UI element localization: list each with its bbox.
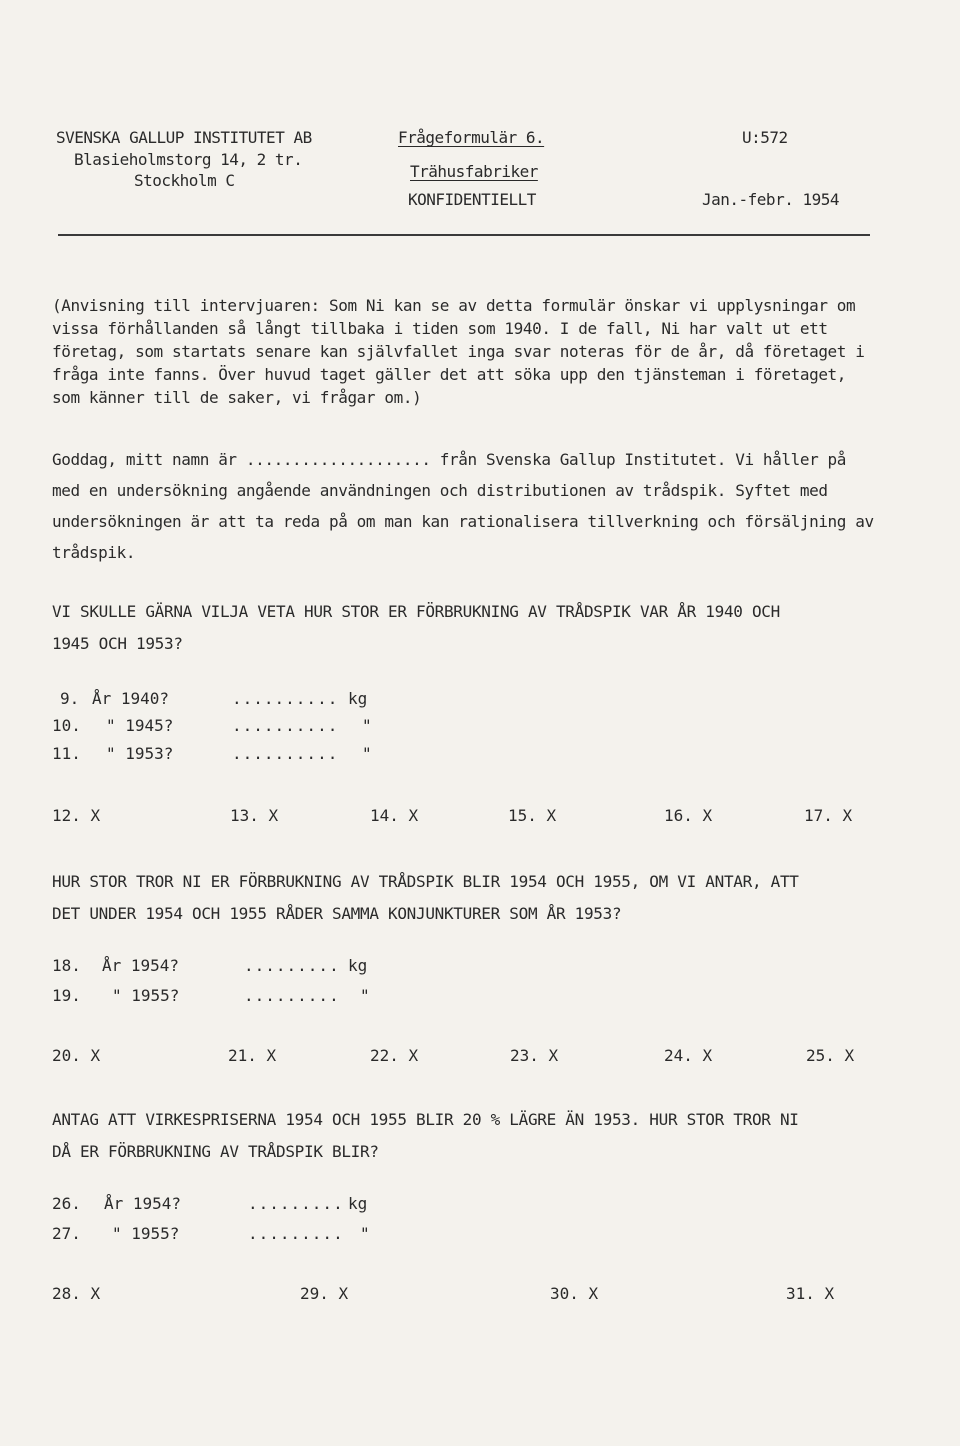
answer-field-26[interactable]: ......... <box>248 1194 344 1213</box>
code-23[interactable]: 23. X <box>510 1046 559 1065</box>
answer-field-10[interactable]: .......... <box>232 716 339 735</box>
question-2-line1: HUR STOR TROR NI ER FÖRBRUKNING AV TRÅDSPIK BLIR 1954 OCH 1955, OM VI ANTAR, ATT <box>52 872 799 891</box>
code-29[interactable]: 29. X <box>300 1284 349 1303</box>
form-subtitle: Trähusfabriker <box>410 162 538 181</box>
answer-field-11[interactable]: .......... <box>232 744 339 763</box>
org-city: Stockholm C <box>134 171 235 190</box>
org-address: Blasieholmstorg 14, 2 tr. <box>74 150 303 169</box>
code-24[interactable]: 24. X <box>664 1046 713 1065</box>
question-3-line2: DÅ ER FÖRBRUKNING AV TRÅDSPIK BLIR? <box>52 1142 379 1161</box>
answer-field-19[interactable]: ......... <box>244 986 340 1005</box>
header-divider <box>58 234 870 236</box>
form-date: Jan.-febr. 1954 <box>702 190 839 209</box>
code-14[interactable]: 14. X <box>370 806 419 825</box>
form-code: U:572 <box>742 128 788 147</box>
confidential-label: KONFIDENTIELLT <box>408 190 536 209</box>
code-16[interactable]: 16. X <box>664 806 713 825</box>
answer-field-27[interactable]: ......... <box>248 1224 344 1243</box>
question-3-line1: ANTAG ATT VIRKESPRISERNA 1954 OCH 1955 BLIR 20 % LÄGRE ÄN 1953. HUR STOR TROR NI <box>52 1110 799 1129</box>
answer-field-9[interactable]: .......... <box>232 689 339 708</box>
question-1-line2: 1945 OCH 1953? <box>52 634 183 653</box>
answer-field-18[interactable]: ......... <box>244 956 340 975</box>
interviewer-instruction: (Anvisning till intervjuaren: Som Ni kan se av detta formulär önskar vi upplysningar om vissa förhållanden så långt tillbaka i tiden som 1940. I de fall, Ni har valt ut ett företag, som startats senare kan självfallet inga svar noteras för de år, då företaget i fråga inte fanns. Över huvud taget gäller det att söka upp den tjänsteman i företaget, som känner till de saker, vi frågar om.) <box>52 296 865 407</box>
question-1-line1: VI SKULLE GÄRNA VILJA VETA HUR STOR ER FÖRBRUKNING AV TRÅDSPIK VAR ÅR 1940 OCH <box>52 602 780 621</box>
form-title: Frågeformulär 6. <box>398 128 545 147</box>
code-28[interactable]: 28. X <box>52 1284 101 1303</box>
org-name: SVENSKA GALLUP INSTITUTET AB <box>56 128 312 147</box>
question-2-line2: DET UNDER 1954 OCH 1955 RÅDER SAMMA KONJUNKTURER SOM ÅR 1953? <box>52 904 622 923</box>
code-22[interactable]: 22. X <box>370 1046 419 1065</box>
code-30[interactable]: 30. X <box>550 1284 599 1303</box>
code-25[interactable]: 25. X <box>806 1046 855 1065</box>
questionnaire-page: SVENSKA GALLUP INSTITUTET AB Blasieholmstorg 14, 2 tr. Stockholm C Frågeformulär 6. Trähusfabriker KONFIDENTIELLT U:572 Jan.-febr. 1954 (Anvisning till intervjuaren: Som Ni kan se av detta formulär önskar vi upplysningar om vissa förhållanden så långt tillbaka i tiden som 1940. I de fall, Ni har valt ut ett företag, som startats senare kan självfallet inga svar noteras för de år, då företaget i fråga inte fanns. Över huvud taget gäller det att söka upp den tjänsteman i företaget, som känner till de saker, vi frågar om.) Goddag, mitt namn är .................... från Svenska Gallup Institutet. Vi håller på med en undersökning angående användningen och distributionen av trådspik. Syftet med undersökningen är att ta reda på om man kan rationalisera tillverkning och försäljning av trådspik. VI SKULLE GÄRNA VILJA VETA HUR STOR ER FÖRBRUKNING AV TRÅDSPIK VAR ÅR 1940 OCH 1945 OCH 1953? 9. År 1940? .......... kg 10. " 1945? .......... " 11. " 1953? .......... " 12. X 13. X 14. X 15. X 16. X 17. X HUR STOR TROR NI ER FÖRBRUKNING AV TRÅDSPIK BLIR 1954 OCH 1955, OM VI ANTAR, ATT DET UNDER 1954 OCH 1955 RÅDER SAMMA KONJUNKTURER SOM ÅR 1953? 18. År 1954? ......... kg 19. " 1955? ......... " 20. X 21. X 22. X 23. X 24. X 25. X ANTAG ATT VIRKESPRISERNA 1954 OCH 1955 BLIR 20 % LÄGRE ÄN 1953. HUR STOR TROR NI DÅ ER FÖRBRUKNING AV TRÅDSPIK BLIR? 26. År 1954? ......... kg 27. " 1955? ......... " 28. X 29. X 30. X 31. X <box>0 0 960 1446</box>
code-17[interactable]: 17. X <box>804 806 853 825</box>
code-20[interactable]: 20. X <box>52 1046 101 1065</box>
intro-text: Goddag, mitt namn är .................... från Svenska Gallup Institutet. Vi håller på med en undersökning angående användningen och distributionen av trådspik. Syftet med undersökningen är att ta reda på om man kan rationalisera tillverkning och försäljning av trådspik. <box>52 450 874 562</box>
code-31[interactable]: 31. X <box>786 1284 835 1303</box>
code-12[interactable]: 12. X <box>52 806 101 825</box>
code-15[interactable]: 15. X <box>508 806 557 825</box>
code-13[interactable]: 13. X <box>230 806 279 825</box>
code-21[interactable]: 21. X <box>228 1046 277 1065</box>
